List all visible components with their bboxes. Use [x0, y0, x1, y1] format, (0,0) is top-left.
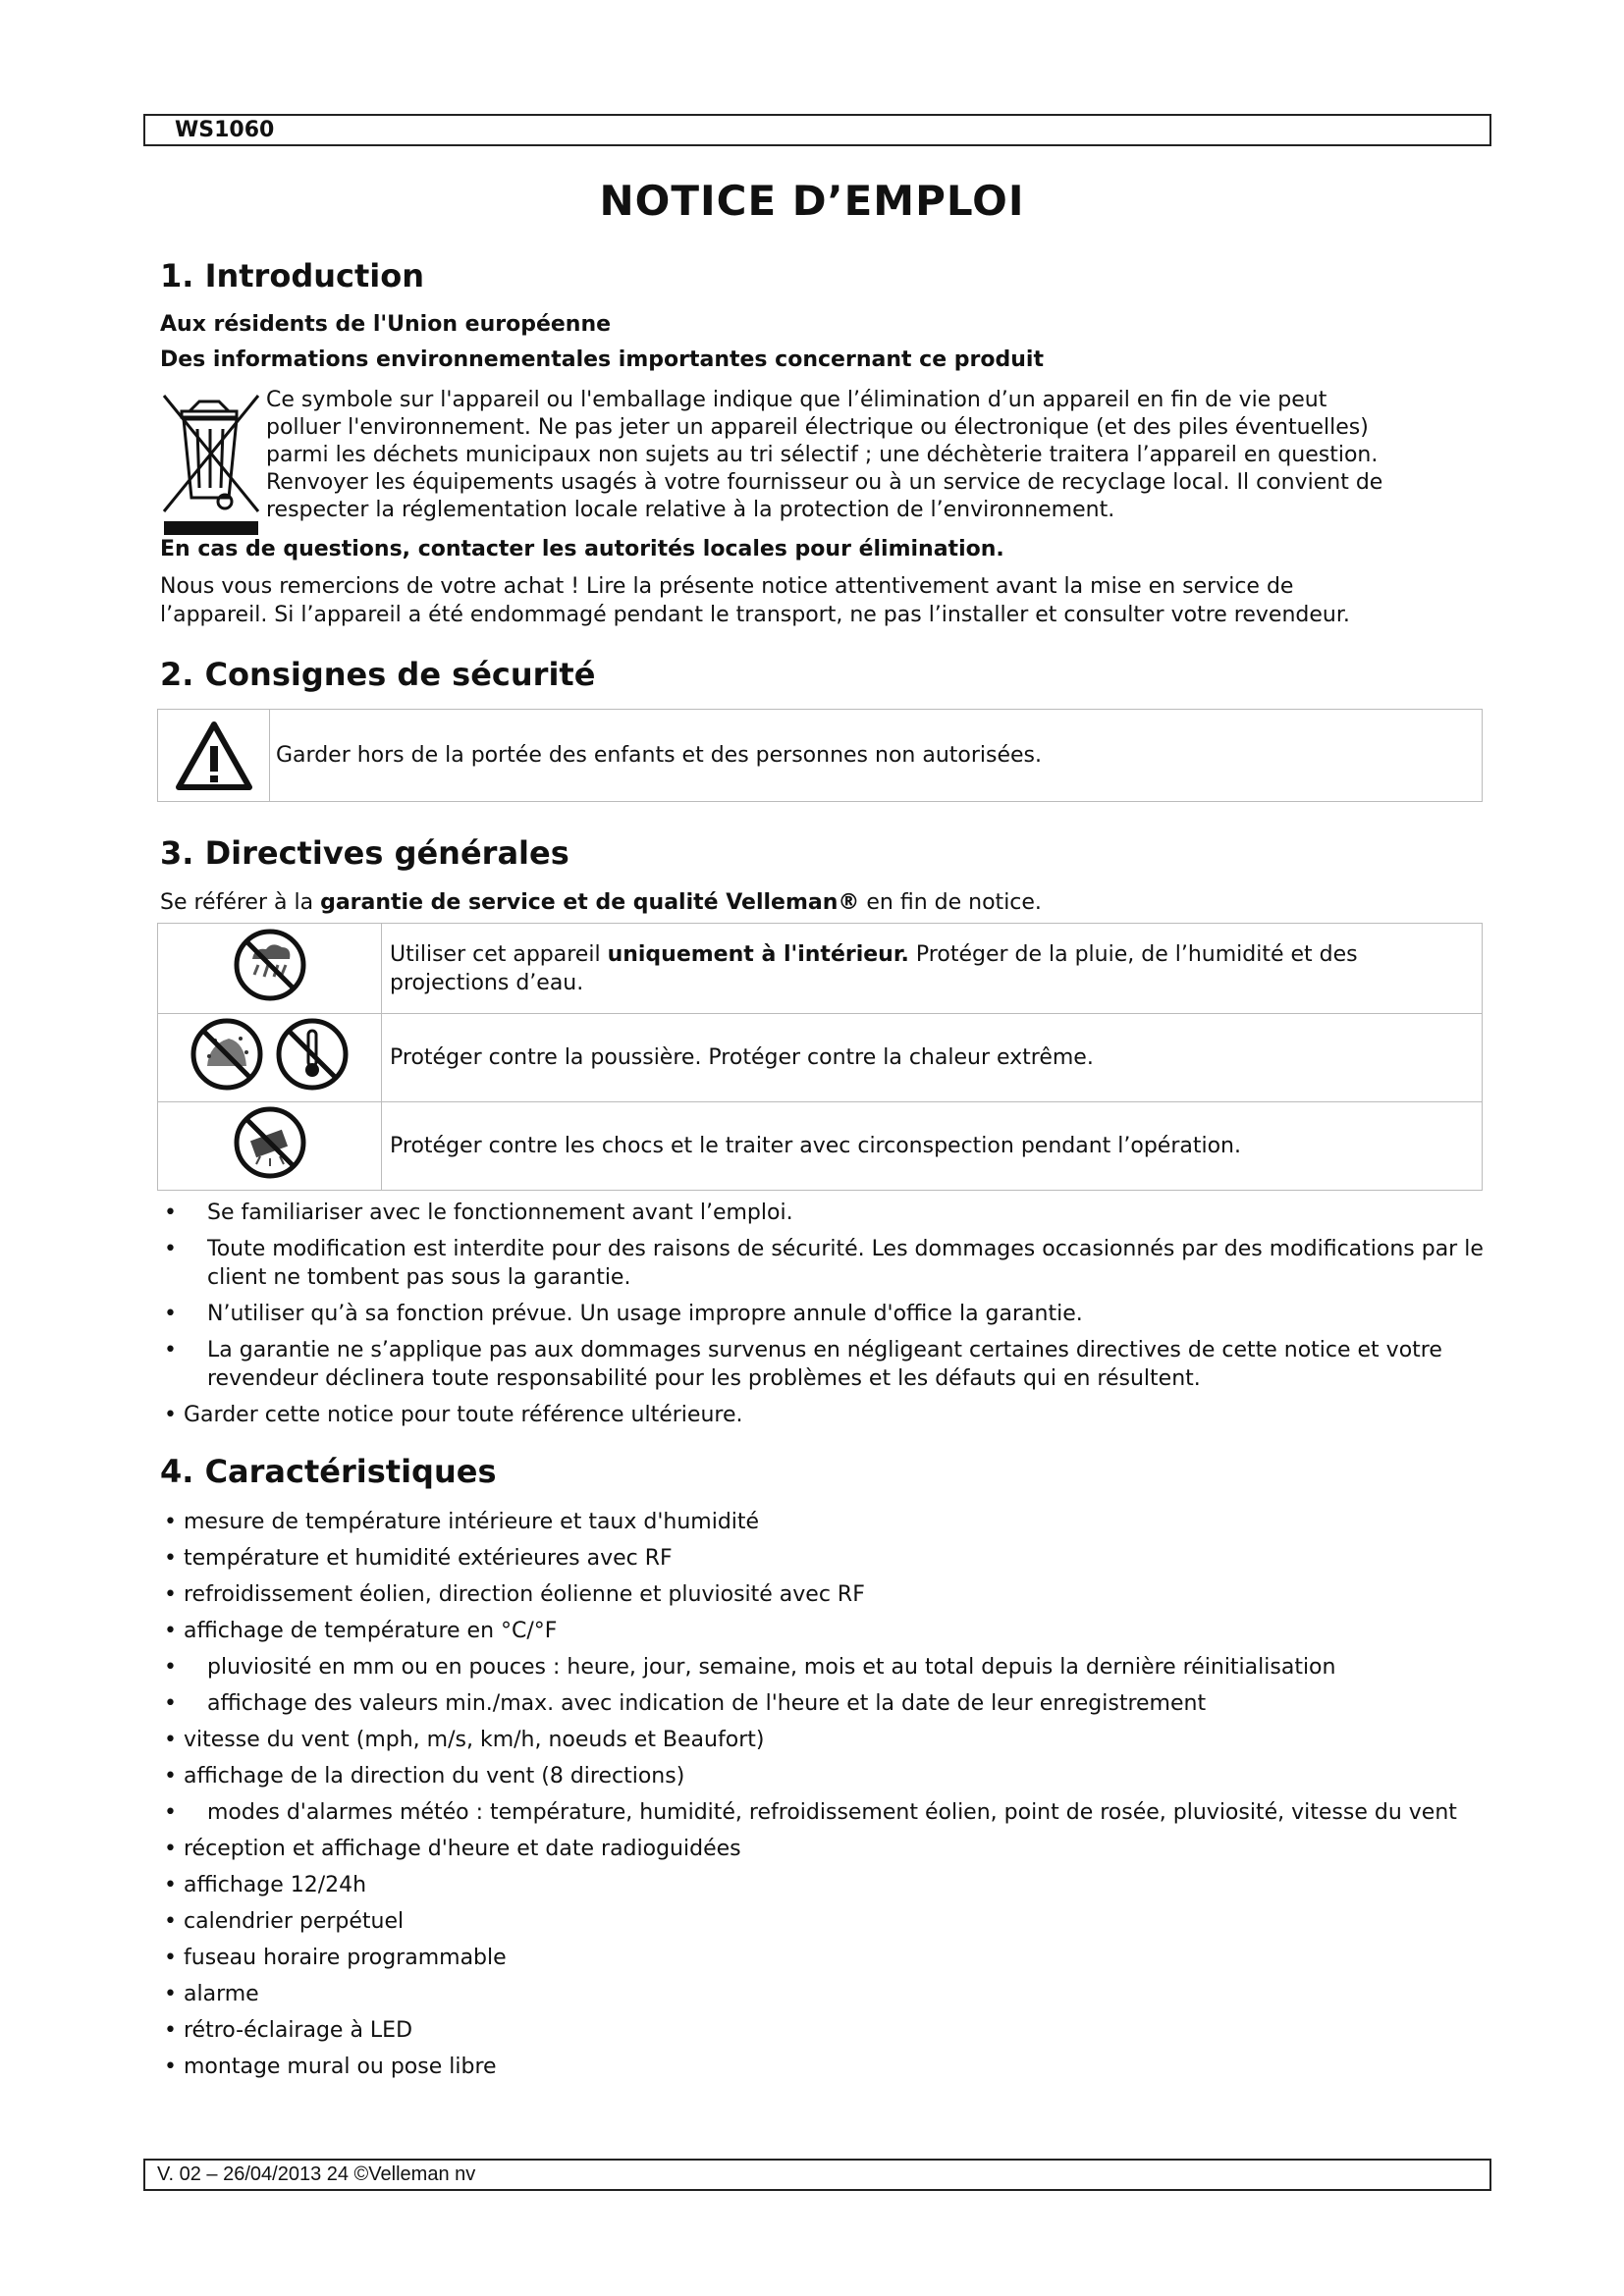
warranty-suffix: en fin de notice.	[859, 890, 1042, 915]
bullet: •	[164, 1619, 177, 1643]
bullet: •	[164, 1302, 177, 1326]
list-item-text: fuseau horaire programmable	[184, 1946, 507, 1970]
warning-triangle-icon	[175, 721, 253, 791]
weee-notice	[266, 387, 1493, 524]
list-item-text: Toute modification est interdite pour des raisons de sécurité. Les dommages occasionnés par des modifications par le client ne tombent pas sous la garantie.	[207, 1237, 1484, 1290]
list-item-text: Garder cette notice pour toute référence ultérieure.	[184, 1403, 743, 1427]
row-text-prefix: Utiliser cet appareil	[390, 941, 608, 967]
bullet: •	[164, 1691, 177, 1716]
list-item	[160, 2016, 1495, 2045]
list-item-text: affichage de température en °C/°F	[184, 1619, 558, 1643]
bullet: •	[164, 1655, 177, 1680]
eu-residents-subtitle: Aux résidents de l'Union européenne	[160, 312, 612, 337]
list-item-text: alarme	[184, 1982, 259, 2006]
list-item	[160, 1944, 1495, 1972]
list-item	[160, 1401, 1495, 1429]
bullet: •	[164, 1728, 177, 1752]
list-item-text: montage mural ou pose libre	[184, 2055, 497, 2079]
list-item	[160, 1508, 1495, 1536]
warranty-reference	[160, 888, 1495, 917]
list-item	[160, 1235, 1495, 1292]
list-item-text: refroidissement éolien, direction éolienne et pluviosité avec RF	[184, 1582, 865, 1607]
bullet: •	[164, 1201, 177, 1225]
list-item-text: pluviosité en mm ou en pouces : heure, jour, semaine, mois et au total depuis la dernière réinitialisation	[207, 1655, 1336, 1680]
questions-notice: En cas de questions, contacter les autorités locales pour élimination.	[160, 537, 1004, 561]
weee-line: respecter la réglementation locale relative à la protection de l’environnement.	[266, 498, 1115, 522]
list-item	[160, 1907, 1495, 1936]
row-text-bold: uniquement à l'intérieur.	[607, 941, 909, 967]
list-item	[160, 2053, 1495, 2081]
page-title: NOTICE D’EMPLOI	[599, 177, 1025, 225]
list-item	[160, 1300, 1495, 1328]
list-item-text: calendrier perpétuel	[184, 1909, 405, 1934]
model-number: WS1060	[175, 118, 275, 142]
weee-line: polluer l'environnement. Ne pas jeter un appareil électrique ou électronique (et des piles éventuelles)	[266, 415, 1369, 440]
list-item-text: N’utiliser qu’à sa fonction prévue. Un usage impropre annule d'office la garantie.	[207, 1302, 1083, 1326]
bullet: •	[164, 1546, 177, 1571]
list-item-text: modes d'alarmes météo : température, humidité, refroidissement éolien, point de rosée, pluviosité, vitesse du vent	[207, 1800, 1457, 1825]
list-item	[160, 1871, 1495, 1899]
no-dust-icon	[189, 1017, 264, 1092]
bullet: •	[164, 1338, 177, 1362]
bullet: •	[164, 1982, 177, 2006]
warning-icon-cell	[158, 710, 270, 801]
list-item-text: température et humidité extérieures avec RF	[184, 1546, 673, 1571]
row-text-suffix: Protéger de la pluie, de l’humidité et des projections d’eau.	[390, 941, 1358, 995]
dust-heat-icon-cell	[158, 1014, 382, 1102]
section-heading-introduction: 1. Introduction	[160, 257, 424, 294]
no-rain-icon	[233, 928, 307, 1002]
bullet: •	[164, 1403, 177, 1427]
list-item-text: vitesse du vent (mph, m/s, km/h, noeuds et Beaufort)	[184, 1728, 765, 1752]
shock-icon-cell	[158, 1102, 382, 1191]
bullet: •	[164, 2018, 177, 2043]
list-item	[160, 1762, 1495, 1790]
weee-line: Renvoyer les équipements usagés à votre fournisseur ou à un service de recyclage local. Il convient de	[266, 470, 1383, 495]
warranty-bold: garantie de service et de qualité Velleman®	[320, 890, 860, 915]
list-item-text: Se familiariser avec le fonctionnement avant l’emploi.	[207, 1201, 793, 1225]
list-item	[160, 1336, 1495, 1393]
list-item-text: La garantie ne s’applique pas aux dommages survenus en négligeant certaines directives de cette notice et votre revendeur déclinera toute responsabilité pour les problèmes et les défauts qui en résultent.	[207, 1338, 1442, 1391]
warning-text: Garder hors de la portée des enfants et des personnes non autorisées.	[276, 743, 1043, 768]
bullet: •	[164, 1837, 177, 1861]
list-item-text: affichage des valeurs min./max. avec indication de l'heure et la date de leur enregistrement	[207, 1691, 1207, 1716]
no-heat-icon	[275, 1017, 350, 1092]
list-item-text: affichage 12/24h	[184, 1873, 367, 1897]
bullet: •	[164, 1582, 177, 1607]
crossed-wheelie-bin-icon	[160, 390, 263, 537]
environment-subtitle: Des informations environnementales importantes concernant ce produit	[160, 347, 1044, 372]
table-row	[158, 924, 1483, 1014]
bullet: •	[164, 1764, 177, 1789]
bullet: •	[164, 1510, 177, 1534]
list-item	[160, 1798, 1495, 1827]
list-item-text: rétro-éclairage à LED	[184, 2018, 413, 2043]
section-heading-general: 3. Directives générales	[160, 834, 569, 872]
section-heading-features: 4. Caractéristiques	[160, 1453, 497, 1490]
list-item	[160, 1689, 1495, 1718]
section-heading-safety: 2. Consignes de sécurité	[160, 656, 596, 693]
bullet: •	[164, 2055, 177, 2079]
header-bar	[143, 114, 1491, 146]
shock-text: Protéger contre les chocs et le traiter avec circonspection pendant l’opération.	[382, 1102, 1483, 1191]
indoor-use-text	[382, 924, 1483, 1014]
list-item	[160, 1199, 1495, 1227]
general-bullet-list	[160, 1199, 1495, 1437]
bullet: •	[164, 1800, 177, 1825]
list-item-text: réception et affichage d'heure et date radioguidées	[184, 1837, 741, 1861]
no-shock-icon	[233, 1105, 307, 1180]
general-guidelines-table	[157, 923, 1483, 1191]
table-row	[158, 1102, 1483, 1191]
thanks-paragraph	[160, 572, 1495, 629]
footer-bar	[143, 2159, 1491, 2191]
safety-warning-box	[157, 709, 1483, 802]
bullet: •	[164, 1873, 177, 1897]
table-row	[158, 1014, 1483, 1102]
list-item	[160, 1617, 1495, 1645]
list-item	[160, 1726, 1495, 1754]
list-item	[160, 1580, 1495, 1609]
list-item	[160, 1544, 1495, 1573]
weee-line: parmi les déchets municipaux non sujets au tri sélectif ; une déchèterie traitera l’appareil en question.	[266, 443, 1379, 467]
rain-icon-cell	[158, 924, 382, 1014]
dust-heat-text: Protéger contre la poussière. Protéger contre la chaleur extrême.	[382, 1014, 1483, 1102]
warranty-prefix: Se référer à la	[160, 890, 321, 915]
list-item-text: affichage de la direction du vent (8 directions)	[184, 1764, 685, 1789]
list-item-text: mesure de température intérieure et taux d'humidité	[184, 1510, 760, 1534]
bullet: •	[164, 1237, 177, 1261]
features-list	[160, 1508, 1495, 2089]
bullet: •	[164, 1909, 177, 1934]
thanks-line: l’appareil. Si l’appareil a été endommagé pendant le transport, ne pas l’installer et consulter votre revendeur.	[160, 603, 1350, 627]
thanks-line: Nous vous remercions de votre achat ! Lire la présente notice attentivement avant la mise en service de	[160, 574, 1294, 599]
bullet: •	[164, 1946, 177, 1970]
list-item	[160, 1980, 1495, 2008]
list-item	[160, 1835, 1495, 1863]
footer-text: V. 02 – 26/04/2013 24 ©Velleman nv	[157, 2163, 476, 2185]
weee-line: Ce symbole sur l'appareil ou l'emballage indique que l’élimination d’un appareil en fin de vie peut	[266, 388, 1327, 412]
list-item	[160, 1653, 1495, 1682]
